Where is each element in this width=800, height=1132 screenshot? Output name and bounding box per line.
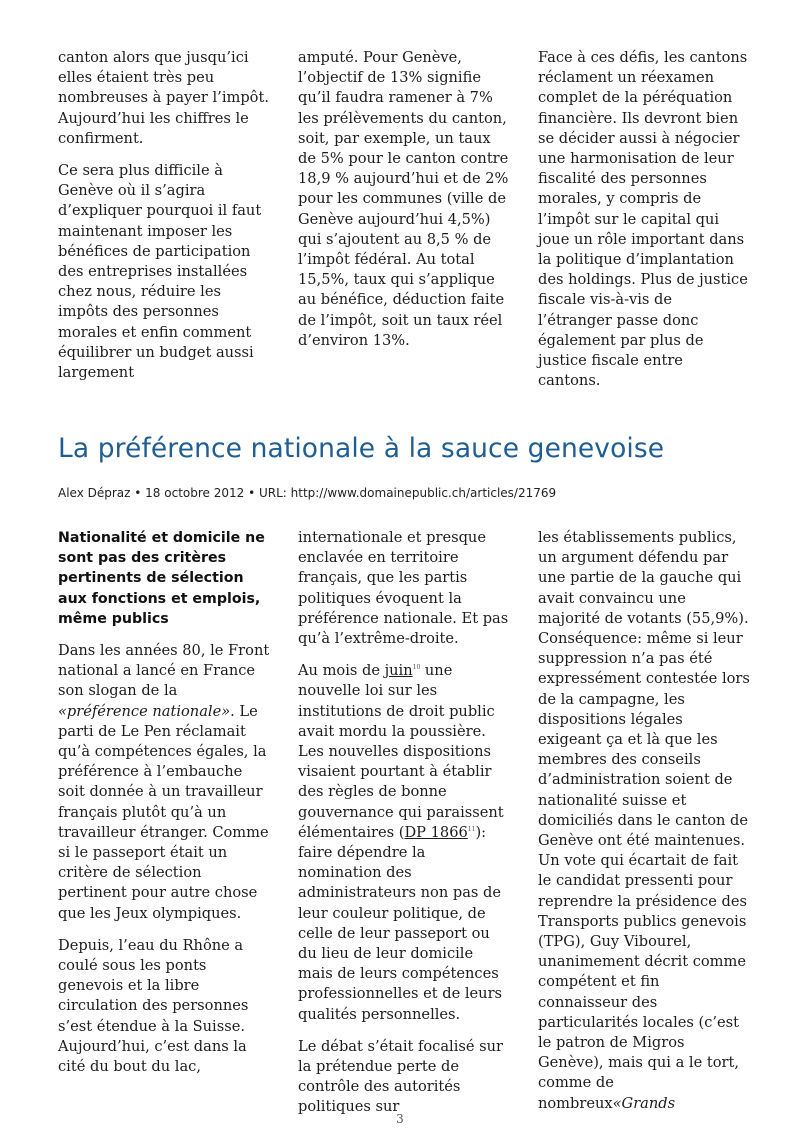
link-dp-1866[interactable]: DP 1866	[404, 823, 468, 841]
paragraph: Face à ces défis, les cantons réclament un réexamen complet de la péréquation financière. Ils devront bien se décider aussi à négocier une harmonisation de leur fiscalité des personnes morales, y compris de l’impôt sur le capital qui joue un rôle important dans la politique d’implantation des holdings. Plus de justice fiscale vis-à-vis de l’étranger passe donc également par plus de justice fiscale entre cantons.	[538, 49, 748, 390]
paragraph	[298, 661, 510, 1025]
text-run: Au mois de	[298, 662, 385, 680]
article-lede: Nationalité et domicile ne sont pas des critères pertinents de sélection aux fonctions et emplois, même publics	[58, 530, 265, 627]
article-byline: Alex Dépraz • 18 octobre 2012 • URL: http://www.domainepublic.ch/articles/21769	[58, 486, 557, 500]
article-column-3	[538, 528, 750, 1126]
article-column-1	[58, 528, 270, 1089]
article-title: La préférence nationale à la sauce genevoise	[58, 433, 665, 464]
top-column-1	[58, 48, 270, 395]
link-juin[interactable]: juin	[384, 662, 413, 680]
footnote-ref[interactable]: 10	[412, 664, 421, 672]
text-run: les établissements publics, un argument défendu par une partie de la gauche qui avait convaincu une majorité de votants (55,9%). Conséquence: même si leur suppression n’a pas été expressément contestée lors de la campagne, les dispositions légales exigeant ça et là que les membres des conseils d’administration soient de nationalité suisse et domiciliés dans le canton de Genève ont été maintenues. Un vote qui écartait de fait le candidat pressenti pour reprendre la présidence des Transports publics genevois (TPG), Guy Vibourel, unanimement décrit comme compétent et fin connaisseur des particularités locales (c’est le patron de Migros Genève), mais qui a le tort, comme de nombreux	[538, 529, 750, 1112]
paragraph: amputé. Pour Genève, l’objectif de 13% signifie qu’il faudra ramener à 7% les prélèvements du canton, soit, par exemple, un taux de 5% pour le canton contre 18,9 % aujourd’hui et de 2% pour les communes (ville de Genève aujourd’hui 4,5%) qui s’ajoutent au 8,5 % de l’impôt fédéral. Au total 15,5%, taux qui s’applique au bénéfice, déduction faite de l’impôt, soit un taux réel d’environ 13%.	[298, 49, 509, 349]
top-column-2	[298, 48, 510, 363]
paragraph	[58, 641, 270, 924]
emphasis-text: «Grands	[612, 1094, 676, 1112]
paragraph: internationale et presque enclavée en territoire français, que les partis politiques évoquent la préférence nationale. Et pas qu’à l’extrême-droite.	[298, 529, 509, 648]
page-number: 3	[396, 1112, 404, 1126]
paragraph: canton alors que jusqu’ici elles étaient très peu nombreuses à payer l’impôt. Aujourd’hui les chiffres le confirment.	[58, 49, 269, 147]
footnote-ref[interactable]: 11	[467, 825, 476, 833]
text-run: . Le parti de Le Pen réclamait qu’à compétences égales, la préférence à l’embauche soit donnée à un travailleur français plutôt qu’à un travailleur étranger. Comme si le passeport était un critère de sélection pertinent pour autre chose que les Jeux olympiques.	[58, 702, 269, 922]
text-run: Dans les années 80, le Front national a lancé en France son slogan de la	[58, 642, 270, 700]
text-run: ): faire dépendre la nomination des administrateurs non pas de leur couleur politique, de celle de leur passeport ou du lieu de leur domicile mais de leurs compétences professionnelles et de leurs qualités personnelles.	[298, 823, 503, 1023]
article-column-2	[298, 528, 510, 1130]
paragraph	[538, 528, 750, 1114]
top-column-3	[538, 48, 750, 403]
paragraph: Le débat s’était focalisé sur la prétendue perte de contrôle des autorités politiques sur	[298, 1037, 504, 1116]
text-run: une nouvelle loi sur les institutions de droit public avait mordu la poussière. Les nouvelles dispositions visaient pourtant à établir des règles de bonne gouvernance qui paraissent élémentaires (	[298, 662, 504, 841]
paragraph: Ce sera plus difficile à Genève où il s’agira d’expliquer pourquoi il faut maintenant imposer les bénéfices de participation des entreprises installées chez nous, réduire les impôts des personnes morales et enfin comment équilibrer un budget aussi largement	[58, 162, 262, 382]
paragraph: Depuis, l’eau du Rhône a coulé sous les ponts genevois et la libre circulation des personnes s’est étendue à la Suisse. Aujourd’hui, c’est dans la cité du bout du lac,	[58, 936, 249, 1076]
emphasis-text: «préférence nationale»	[58, 702, 231, 720]
